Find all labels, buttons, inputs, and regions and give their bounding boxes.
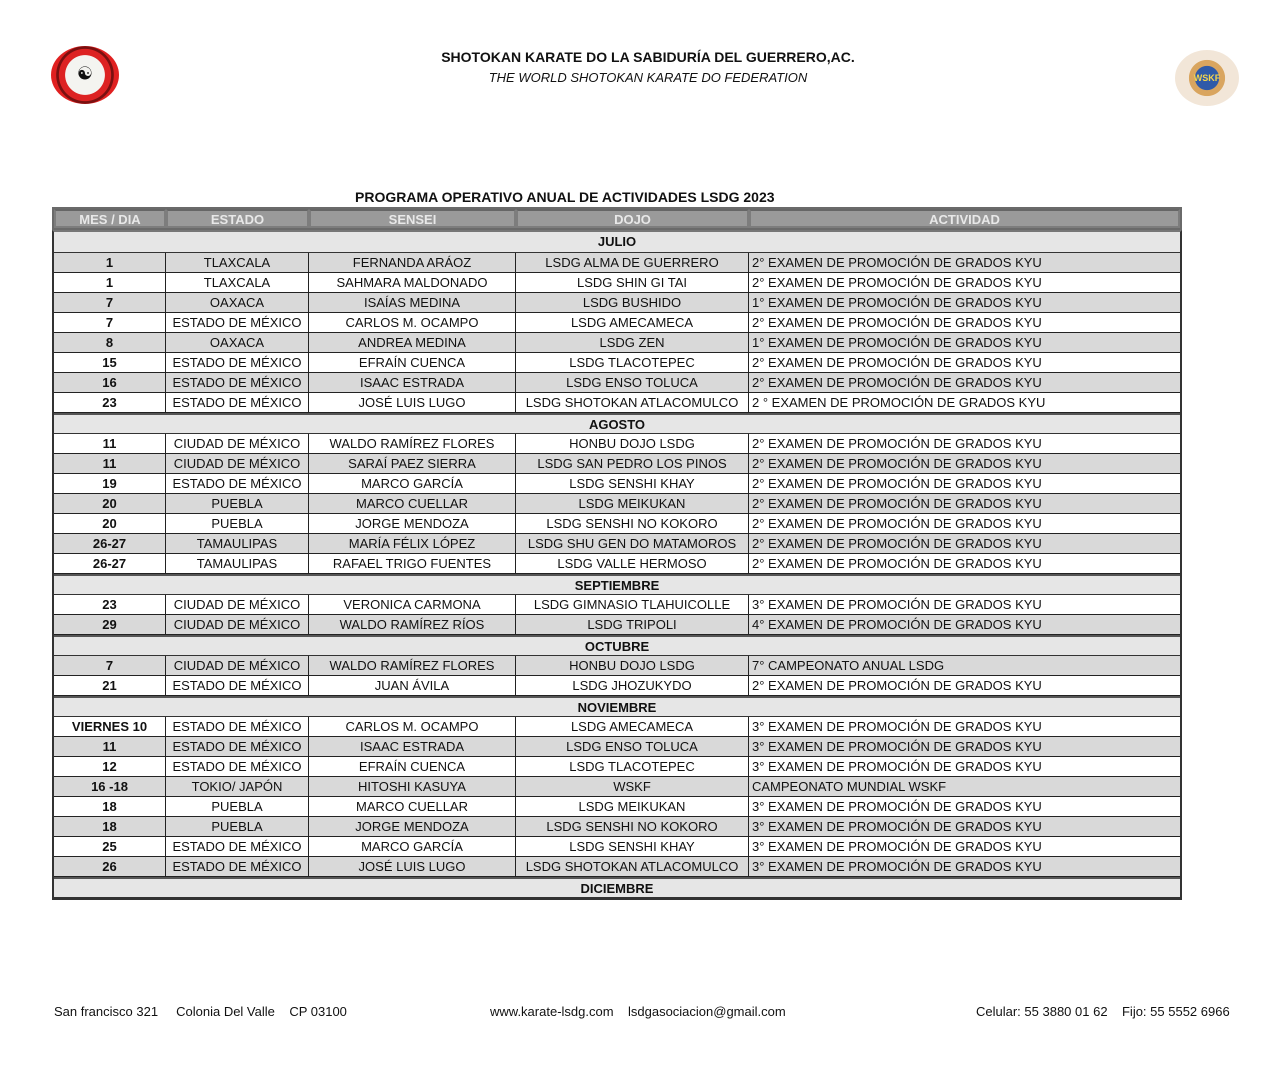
cell-estado: TAMAULIPAS [166, 534, 309, 553]
activities-table [52, 207, 1182, 900]
cell-actividad: 2° EXAMEN DE PROMOCIÓN DE GRADOS KYU [752, 315, 1042, 330]
table-body [52, 230, 1182, 900]
cell-estado: ESTADO DE MÉXICO [166, 313, 309, 332]
month-header-row: NOVIEMBRE [54, 696, 1180, 717]
cell-actividad: 3° EXAMEN DE PROMOCIÓN DE GRADOS KYU [752, 759, 1042, 774]
table-row [54, 393, 1180, 413]
column-header-dojo: DOJO [516, 209, 749, 228]
table-row [54, 373, 1180, 393]
cell-dia: 15 [54, 353, 166, 372]
cell-actividad: 3° EXAMEN DE PROMOCIÓN DE GRADOS KYU [752, 739, 1042, 754]
cell-sensei: ISAAC ESTRADA [309, 373, 516, 392]
cell-estado: PUEBLA [166, 817, 309, 836]
month-header-row: JULIO [54, 232, 1180, 253]
cell-actividad: 3° EXAMEN DE PROMOCIÓN DE GRADOS KYU [752, 819, 1042, 834]
table-row [54, 534, 1180, 554]
cell-actividad: 2 ° EXAMEN DE PROMOCIÓN DE GRADOS KYU [752, 395, 1046, 410]
cell-actividad: 2° EXAMEN DE PROMOCIÓN DE GRADOS KYU [752, 375, 1042, 390]
cell-estado: CIUDAD DE MÉXICO [166, 434, 309, 453]
cell-sensei: ISAÍAS MEDINA [309, 293, 516, 312]
cell-sensei: SARAÍ PAEZ SIERRA [309, 454, 516, 473]
cell-sensei: WALDO RAMÍREZ FLORES [309, 434, 516, 453]
footer-address: San francisco 321 Colonia Del Valle CP 03100 [54, 1004, 347, 1019]
document-title: PROGRAMA OPERATIVO ANUAL DE ACTIVIDADES LSDG 2023 [355, 189, 775, 205]
cell-dia: 7 [54, 313, 166, 332]
cell-sensei: WALDO RAMÍREZ FLORES [309, 656, 516, 675]
cell-actividad: 2° EXAMEN DE PROMOCIÓN DE GRADOS KYU [752, 536, 1042, 551]
organization-title: SHOTOKAN KARATE DO LA SABIDURÍA DEL GUERRERO,AC. [441, 49, 855, 65]
table-row [54, 737, 1180, 757]
cell-estado: ESTADO DE MÉXICO [166, 837, 309, 856]
cell-dojo: LSDG SHU GEN DO MATAMOROS [516, 534, 749, 553]
table-row [54, 273, 1180, 293]
cell-dia: 18 [54, 797, 166, 816]
karate-tiger-emblem-icon: ☯ [51, 46, 119, 104]
cell-estado: TLAXCALA [166, 253, 309, 272]
month-header-row: AGOSTO [54, 413, 1180, 434]
cell-dojo: LSDG SHIN GI TAI [516, 273, 749, 292]
month-header-row: SEPTIEMBRE [54, 574, 1180, 595]
table-row [54, 817, 1180, 837]
cell-estado: CIUDAD DE MÉXICO [166, 595, 309, 614]
cell-dia: 26 [54, 857, 166, 876]
footer-web-email: www.karate-lsdg.com lsdgasociacion@gmail.com [490, 1004, 786, 1019]
cell-dojo: LSDG SAN PEDRO LOS PINOS [516, 454, 749, 473]
table-row [54, 656, 1180, 676]
cell-sensei: MARCO CUELLAR [309, 797, 516, 816]
cell-sensei: SAHMARA MALDONADO [309, 273, 516, 292]
cell-dojo: LSDG SENSHI NO KOKORO [516, 514, 749, 533]
table-row [54, 454, 1180, 474]
cell-dia: 20 [54, 494, 166, 513]
cell-dia: 19 [54, 474, 166, 493]
cell-estado: CIUDAD DE MÉXICO [166, 656, 309, 675]
cell-estado: ESTADO DE MÉXICO [166, 857, 309, 876]
cell-sensei: JUAN ÁVILA [309, 676, 516, 695]
cell-dia: 1 [54, 273, 166, 292]
table-header-row [52, 207, 1182, 230]
cell-estado: OAXACA [166, 293, 309, 312]
cell-dia: 7 [54, 293, 166, 312]
cell-dojo: LSDG JHOZUKYDO [516, 676, 749, 695]
cell-actividad: 7° CAMPEONATO ANUAL LSDG [752, 658, 945, 673]
cell-dojo: LSDG TRIPOLI [516, 615, 749, 634]
cell-estado: ESTADO DE MÉXICO [166, 353, 309, 372]
cell-estado: PUEBLA [166, 797, 309, 816]
cell-dojo: LSDG SHOTOKAN ATLACOMULCO [516, 857, 749, 876]
cell-estado: ESTADO DE MÉXICO [166, 757, 309, 776]
cell-dojo: LSDG SENSHI NO KOKORO [516, 817, 749, 836]
cell-sensei: MARCO GARCÍA [309, 837, 516, 856]
cell-sensei: CARLOS M. OCAMPO [309, 313, 516, 332]
cell-actividad: 4° EXAMEN DE PROMOCIÓN DE GRADOS KYU [752, 617, 1042, 632]
cell-sensei: MARCO CUELLAR [309, 494, 516, 513]
table-row [54, 554, 1180, 574]
cell-sensei: JORGE MENDOZA [309, 514, 516, 533]
table-row [54, 777, 1180, 797]
table-row [54, 857, 1180, 877]
cell-estado: TOKIO/ JAPÓN [166, 777, 309, 796]
cell-actividad: 3° EXAMEN DE PROMOCIÓN DE GRADOS KYU [752, 799, 1042, 814]
cell-actividad: 3° EXAMEN DE PROMOCIÓN DE GRADOS KYU [752, 839, 1042, 854]
cell-actividad: 2° EXAMEN DE PROMOCIÓN DE GRADOS KYU [752, 516, 1042, 531]
cell-actividad: CAMPEONATO MUNDIAL WSKF [752, 779, 947, 794]
cell-dojo: LSDG AMECAMECA [516, 313, 749, 332]
cell-dia: 29 [54, 615, 166, 634]
cell-dojo: HONBU DOJO LSDG [516, 434, 749, 453]
table-row [54, 757, 1180, 777]
wskf-federation-emblem-icon: WSKF [1175, 50, 1239, 106]
cell-dojo: LSDG AMECAMECA [516, 717, 749, 736]
cell-dojo: LSDG MEIKUKAN [516, 797, 749, 816]
cell-actividad: 2° EXAMEN DE PROMOCIÓN DE GRADOS KYU [752, 355, 1042, 370]
table-row [54, 474, 1180, 494]
cell-dojo: WSKF [516, 777, 749, 796]
cell-dia: 12 [54, 757, 166, 776]
cell-estado: CIUDAD DE MÉXICO [166, 454, 309, 473]
table-row [54, 293, 1180, 313]
cell-sensei: EFRAÍN CUENCA [309, 353, 516, 372]
cell-estado: PUEBLA [166, 494, 309, 513]
cell-estado: TLAXCALA [166, 273, 309, 292]
cell-dia: 20 [54, 514, 166, 533]
organization-subtitle: THE WORLD SHOTOKAN KARATE DO FEDERATION [488, 70, 808, 85]
column-header-sensei: SENSEI [309, 209, 516, 228]
cell-dia: 16 [54, 373, 166, 392]
cell-actividad: 3° EXAMEN DE PROMOCIÓN DE GRADOS KYU [752, 597, 1042, 612]
table-row [54, 313, 1180, 333]
cell-estado: ESTADO DE MÉXICO [166, 737, 309, 756]
cell-dojo: LSDG TLACOTEPEC [516, 353, 749, 372]
cell-actividad: 2° EXAMEN DE PROMOCIÓN DE GRADOS KYU [752, 678, 1042, 693]
cell-sensei: FERNANDA ARÁOZ [309, 253, 516, 272]
footer-phones: Celular: 55 3880 01 62 Fijo: 55 5552 6966 [976, 1004, 1230, 1019]
cell-actividad: 2° EXAMEN DE PROMOCIÓN DE GRADOS KYU [752, 496, 1042, 511]
cell-dojo: LSDG GIMNASIO TLAHUICOLLE [516, 595, 749, 614]
cell-sensei: EFRAÍN CUENCA [309, 757, 516, 776]
cell-actividad: 3° EXAMEN DE PROMOCIÓN DE GRADOS KYU [752, 719, 1042, 734]
cell-dia: 23 [54, 595, 166, 614]
cell-sensei: VERONICA CARMONA [309, 595, 516, 614]
cell-dia: 18 [54, 817, 166, 836]
cell-dia: 1 [54, 253, 166, 272]
cell-estado: ESTADO DE MÉXICO [166, 717, 309, 736]
cell-actividad: 2° EXAMEN DE PROMOCIÓN DE GRADOS KYU [752, 556, 1042, 571]
table-row [54, 615, 1180, 635]
cell-estado: ESTADO DE MÉXICO [166, 676, 309, 695]
cell-dia: 26-27 [54, 534, 166, 553]
table-row [54, 837, 1180, 857]
cell-dojo: LSDG ENSO TOLUCA [516, 373, 749, 392]
table-row [54, 797, 1180, 817]
table-row [54, 595, 1180, 615]
cell-dojo: LSDG ZEN [516, 333, 749, 352]
cell-dojo: LSDG TLACOTEPEC [516, 757, 749, 776]
table-row [54, 676, 1180, 696]
table-row [54, 717, 1180, 737]
cell-dojo: HONBU DOJO LSDG [516, 656, 749, 675]
cell-actividad: 2° EXAMEN DE PROMOCIÓN DE GRADOS KYU [752, 456, 1042, 471]
cell-actividad: 1° EXAMEN DE PROMOCIÓN DE GRADOS KYU [752, 335, 1042, 350]
cell-sensei: RAFAEL TRIGO FUENTES [309, 554, 516, 573]
cell-estado: CIUDAD DE MÉXICO [166, 615, 309, 634]
cell-dia: 11 [54, 454, 166, 473]
cell-sensei: CARLOS M. OCAMPO [309, 717, 516, 736]
column-header-estado: ESTADO [166, 209, 309, 228]
cell-dia: 8 [54, 333, 166, 352]
cell-actividad: 2° EXAMEN DE PROMOCIÓN DE GRADOS KYU [752, 436, 1042, 451]
cell-sensei: ANDREA MEDINA [309, 333, 516, 352]
cell-dia: 16 -18 [54, 777, 166, 796]
column-header-mes-dia: MES / DIA [54, 209, 166, 228]
cell-dojo: LSDG MEIKUKAN [516, 494, 749, 513]
table-row [54, 333, 1180, 353]
cell-sensei: MARCO GARCÍA [309, 474, 516, 493]
cell-dia: 25 [54, 837, 166, 856]
cell-sensei: JOSÉ LUIS LUGO [309, 393, 516, 412]
cell-dia: 11 [54, 737, 166, 756]
table-row [54, 353, 1180, 373]
month-header-row: OCTUBRE [54, 635, 1180, 656]
cell-actividad: 2° EXAMEN DE PROMOCIÓN DE GRADOS KYU [752, 255, 1042, 270]
cell-sensei: HITOSHI KASUYA [309, 777, 516, 796]
cell-dia: 26-27 [54, 554, 166, 573]
cell-estado: OAXACA [166, 333, 309, 352]
cell-estado: ESTADO DE MÉXICO [166, 393, 309, 412]
cell-estado: PUEBLA [166, 514, 309, 533]
cell-actividad: 2° EXAMEN DE PROMOCIÓN DE GRADOS KYU [752, 476, 1042, 491]
cell-dia: 23 [54, 393, 166, 412]
cell-dojo: LSDG SHOTOKAN ATLACOMULCO [516, 393, 749, 412]
cell-dia: 21 [54, 676, 166, 695]
cell-dia: VIERNES 10 [54, 717, 166, 736]
cell-dia: 11 [54, 434, 166, 453]
cell-actividad: 2° EXAMEN DE PROMOCIÓN DE GRADOS KYU [752, 275, 1042, 290]
table-row [54, 434, 1180, 454]
month-header-row: DICIEMBRE [54, 877, 1180, 898]
cell-sensei: WALDO RAMÍREZ RÍOS [309, 615, 516, 634]
cell-sensei: MARÍA FÉLIX LÓPEZ [309, 534, 516, 553]
cell-dojo: LSDG SENSHI KHAY [516, 837, 749, 856]
cell-dojo: LSDG SENSHI KHAY [516, 474, 749, 493]
cell-actividad: 3° EXAMEN DE PROMOCIÓN DE GRADOS KYU [752, 859, 1042, 874]
cell-sensei: JOSÉ LUIS LUGO [309, 857, 516, 876]
cell-estado: ESTADO DE MÉXICO [166, 474, 309, 493]
cell-dojo: LSDG ENSO TOLUCA [516, 737, 749, 756]
table-row [54, 494, 1180, 514]
cell-sensei: JORGE MENDOZA [309, 817, 516, 836]
cell-dojo: LSDG BUSHIDO [516, 293, 749, 312]
cell-dojo: LSDG VALLE HERMOSO [516, 554, 749, 573]
table-row [54, 253, 1180, 273]
cell-sensei: ISAAC ESTRADA [309, 737, 516, 756]
cell-dojo: LSDG ALMA DE GUERRERO [516, 253, 749, 272]
table-row [54, 514, 1180, 534]
cell-dia: 7 [54, 656, 166, 675]
column-header-actividad: ACTIVIDAD [749, 209, 1180, 228]
cell-actividad: 1° EXAMEN DE PROMOCIÓN DE GRADOS KYU [752, 295, 1042, 310]
cell-estado: ESTADO DE MÉXICO [166, 373, 309, 392]
cell-estado: TAMAULIPAS [166, 554, 309, 573]
